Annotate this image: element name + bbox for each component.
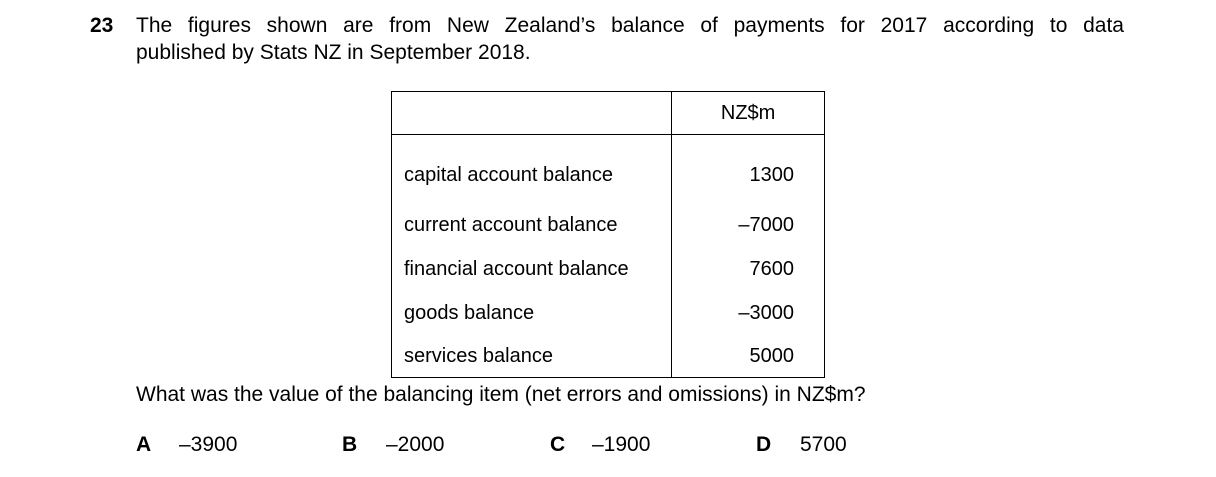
option-value: –1900 — [592, 433, 651, 456]
row-label: financial account balance — [392, 247, 672, 291]
question-prompt: What was the value of the balancing item (net errors and omissions) in NZ$m? — [136, 383, 866, 406]
table-row — [392, 203, 825, 247]
question-line-1: The figures shown are from New Zealand’s balance of payments for 2017 according to data — [136, 14, 1124, 37]
row-value: –7000 — [672, 203, 825, 247]
table-row — [392, 291, 825, 335]
header-label-cell — [392, 92, 672, 135]
table-header-row — [392, 92, 825, 135]
row-value: 5000 — [672, 335, 825, 378]
option-letter: B — [342, 433, 358, 456]
row-value: –3000 — [672, 291, 825, 335]
option-a[interactable] — [136, 431, 238, 458]
table-row — [392, 335, 825, 378]
option-letter: C — [550, 433, 566, 456]
table-row — [392, 135, 825, 204]
header-unit-cell: NZ$m — [672, 92, 825, 135]
row-value: 1300 — [672, 135, 825, 204]
option-letter: D — [756, 433, 772, 456]
row-value: 7600 — [672, 247, 825, 291]
row-label: current account balance — [392, 203, 672, 247]
question-number: 23 — [90, 14, 114, 37]
table-row — [392, 247, 825, 291]
option-value: –2000 — [386, 433, 445, 456]
option-value: 5700 — [800, 433, 847, 456]
question-line-2: published by Stats NZ in September 2018. — [136, 41, 531, 64]
question-text — [136, 12, 1124, 66]
balance-of-payments-table — [391, 91, 825, 378]
row-label: services balance — [392, 335, 672, 378]
option-value: –3900 — [179, 433, 238, 456]
option-c[interactable] — [550, 431, 651, 458]
option-b[interactable] — [342, 431, 445, 458]
row-label: goods balance — [392, 291, 672, 335]
option-letter: A — [136, 433, 152, 456]
option-d[interactable] — [756, 431, 847, 458]
row-label: capital account balance — [392, 135, 672, 204]
